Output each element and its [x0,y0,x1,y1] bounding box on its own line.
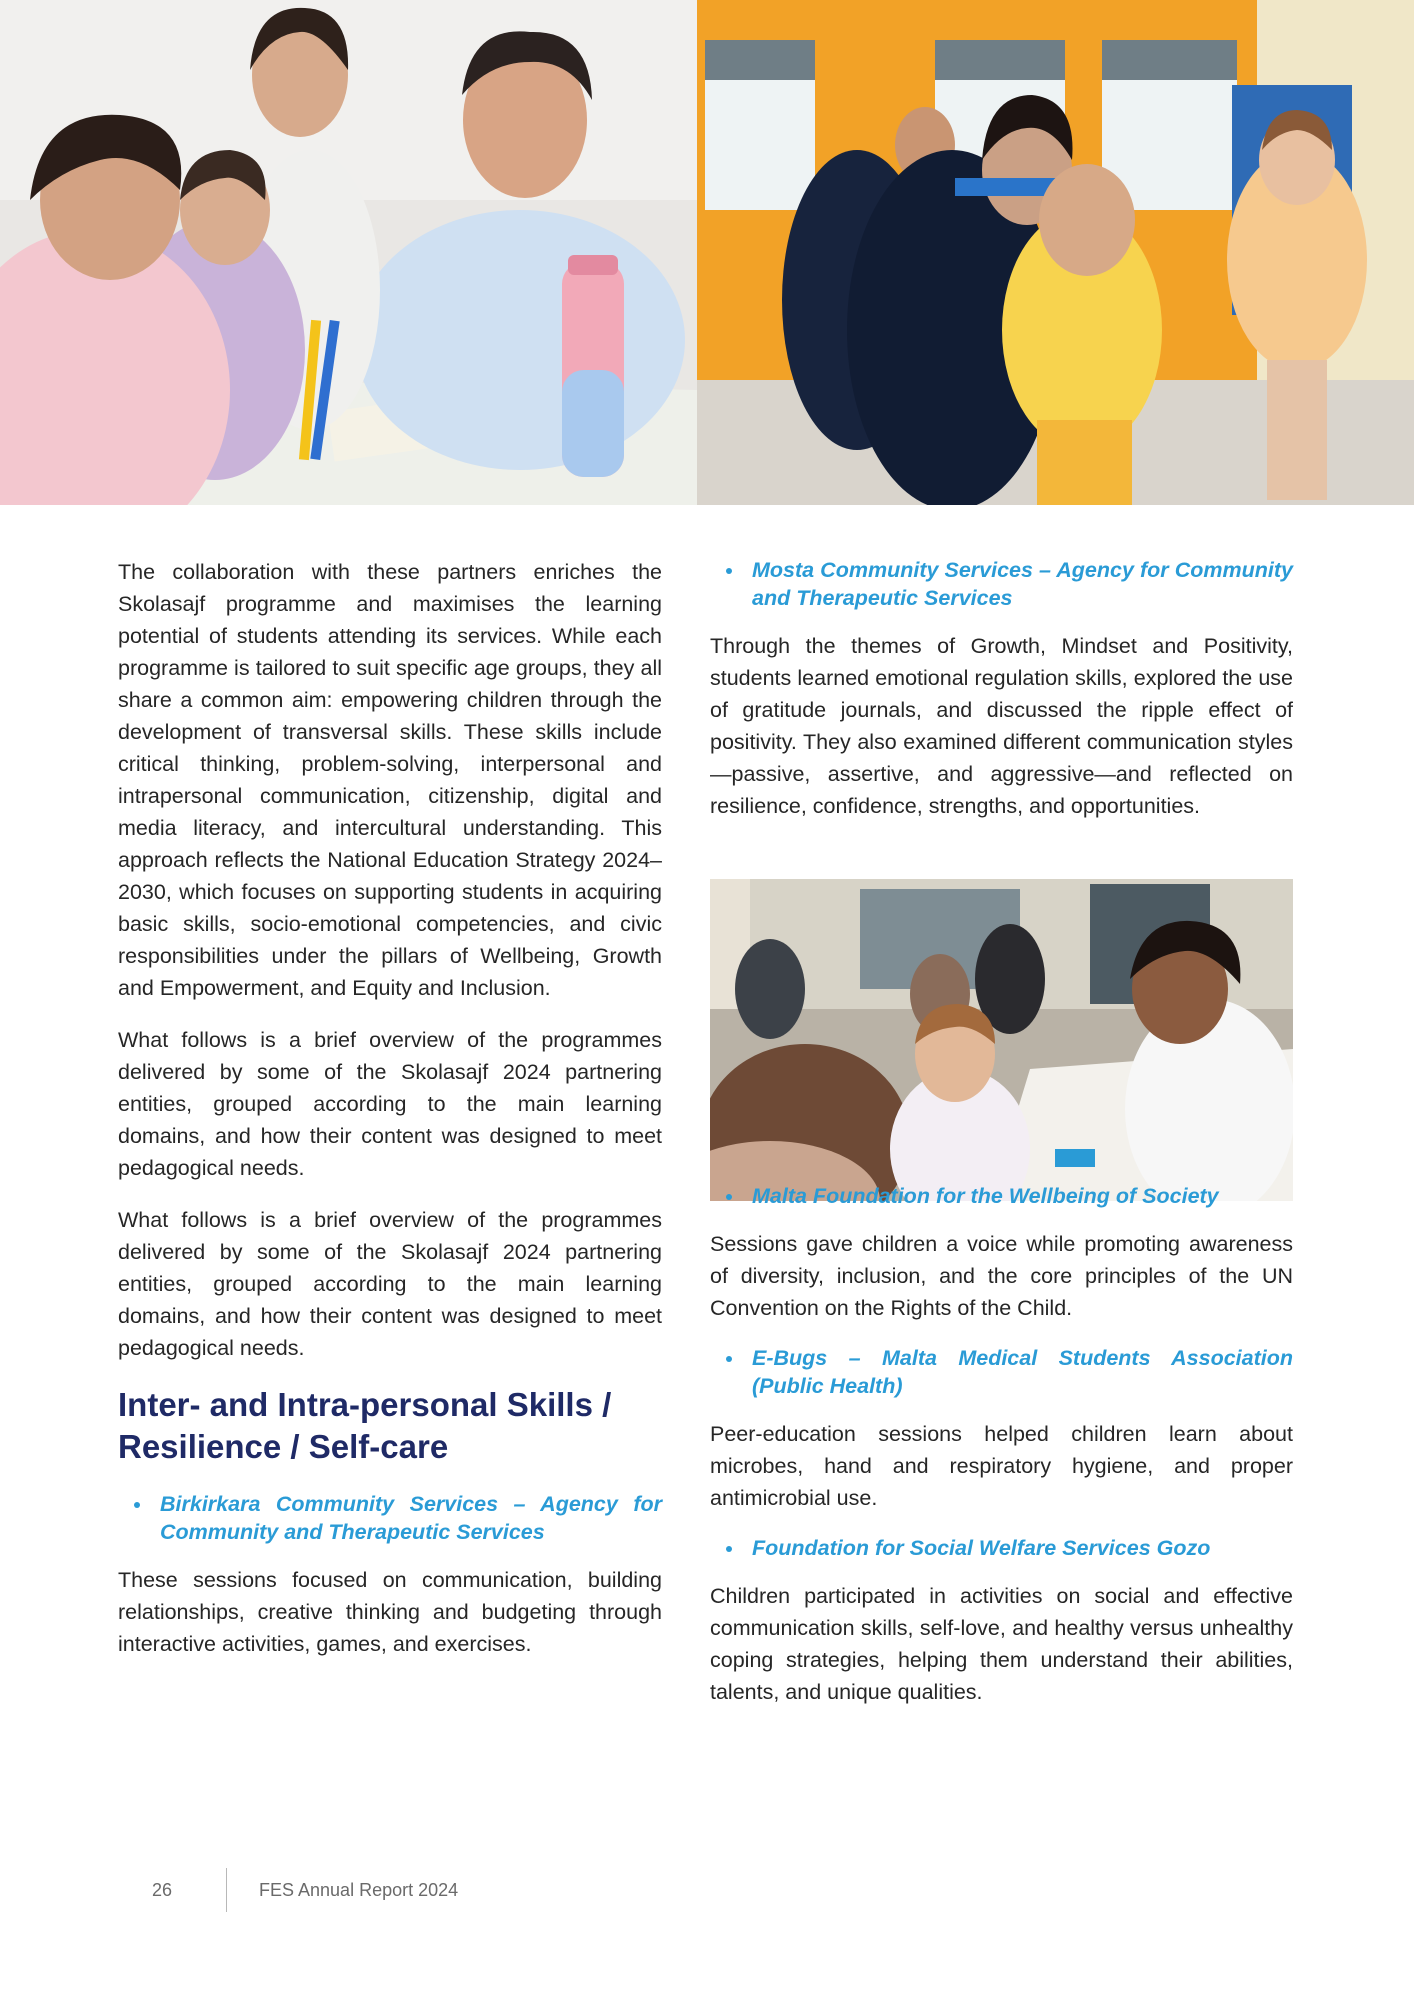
section-heading: Inter- and Intra-personal Skills / Resilience / Self-care [118,1386,612,1465]
paragraph-malta-foundation: Sessions gave children a voice while promoting awareness of diversity, inclusion, and the core principles of the UN Convention on the Rights of the Child. [710,1232,1293,1320]
paragraph-gozo: Children participated in activities on social and effective communication skills, self-love, and healthy versus unhealthy coping strategies, helping them understand their abilities, talents, and unique qualities. [710,1584,1293,1704]
bullet-dot-icon [726,1194,732,1200]
photo-placeholder [710,842,1293,1164]
bullet-birkirkara-label: Birkirkara Community Services – Agency for Community and Therapeutic Services [160,1492,662,1544]
paragraph-overview-repeat: What follows is a brief overview of the programmes delivered by some of the Skolasajf 2024 partnering entities, grouped according to the main learning domains, and how their content was designed to meet pedagogical needs. [118,1208,662,1360]
bullet-birkirkara [118,1490,662,1546]
bullet-dot-icon [726,1546,732,1552]
bullet-dot-icon [134,1502,140,1508]
footer-divider [226,1868,227,1912]
bullet-mosta [710,556,1293,612]
right-column [710,556,1293,1728]
paragraph-overview: What follows is a brief overview of the programmes delivered by some of the Skolasajf 2024 partnering entities, grouped according to the main learning domains, and how their content was designed to meet pedagogical needs. [118,1028,662,1180]
bullet-ebugs-label: E-Bugs – Malta Medical Students Association (Public Health) [752,1346,1293,1398]
photo-police-visit [697,0,1414,505]
left-column [118,556,662,1680]
paragraph-intro: The collaboration with these partners enriches the Skolasajf programme and maximises the learning potential of students attending its services. While each programme is tailored to suit specific age groups, they all share a common aim: empowering children through the development of transversal skills. These skills include critical thinking, problem-solving, interpersonal and intrapersonal communication, citizenship, digital and media literacy, and intercultural understanding. This approach reflects the National Education Strategy 2024–2030, which focuses on supporting students in acquiring basic skills, socio-emotional competencies, and civic responsibilities under the pillars of Wellbeing, Growth and Empowerment, and Equity and Inclusion. [118,560,662,1000]
paragraph-birkirkara: These sessions focused on communication, building relationships, creative thinking and budgeting through interactive activities, games, and exercises. [118,1568,662,1656]
paragraph-mosta: Through the themes of Growth, Mindset and Positivity, students learned emotional regulation skills, explored the use of gratitude journals, and discussed the ripple effect of positivity. They also examined different communication styles—passive, assertive, and aggressive—and reflected on resilience, confidence, strengths, and opportunities. [710,634,1293,818]
bullet-malta-foundation [710,1182,1293,1210]
photo-children-drawing [0,0,697,505]
paragraph-ebugs: Peer-education sessions helped children learn about microbes, hand and respiratory hygiene, and proper antimicrobial use. [710,1422,1293,1510]
page-footer [0,1868,1414,1912]
bullet-gozo-label: Foundation for Social Welfare Services Gozo [752,1536,1211,1560]
bullet-dot-icon [726,568,732,574]
footer-title: FES Annual Report 2024 [259,1880,459,1900]
bullet-malta-foundation-label: Malta Foundation for the Wellbeing of Society [752,1184,1219,1208]
bullet-dot-icon [726,1356,732,1362]
page-number: 26 [152,1880,173,1900]
bullet-ebugs [710,1344,1293,1400]
bullet-gozo [710,1534,1293,1562]
bullet-mosta-label: Mosta Community Services – Agency for Community and Therapeutic Services [752,558,1293,610]
